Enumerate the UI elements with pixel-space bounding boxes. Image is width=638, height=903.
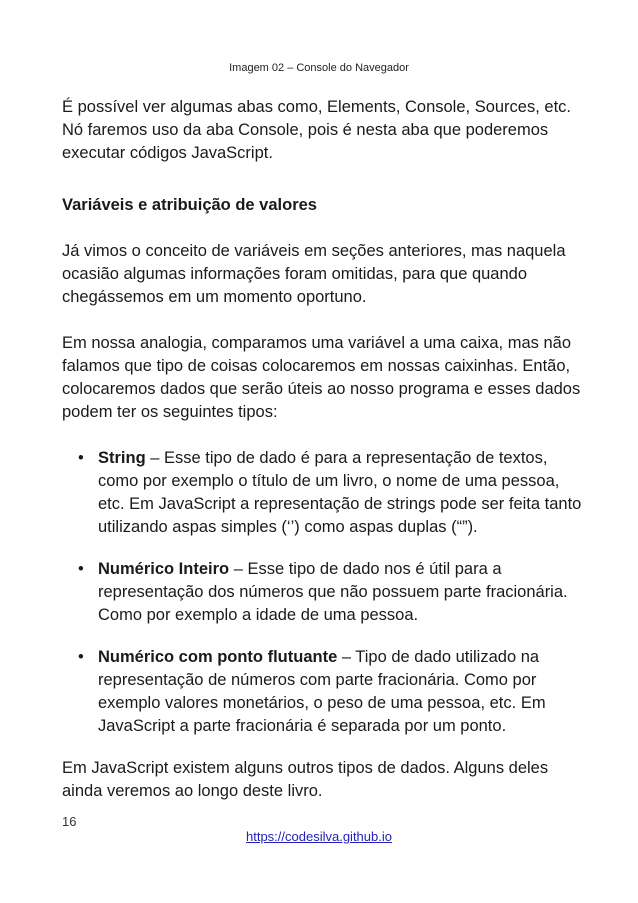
footer: [0, 829, 638, 844]
type-term: String: [98, 449, 146, 467]
image-caption: Imagem 02 – Console do Navegador: [229, 62, 409, 74]
closing-paragraph: Em JavaScript existem alguns outros tipos de dados. Alguns deles ainda veremos ao longo deste livro.: [62, 759, 549, 800]
bullet-icon: •: [78, 648, 84, 666]
bullet-icon: •: [78, 560, 84, 578]
section-heading: Variáveis e atribuição de valores: [62, 196, 317, 214]
page-number: 16: [62, 814, 77, 829]
data-types-list: [62, 447, 582, 738]
intro-paragraph: É possível ver algumas abas como, Elements, Console, Sources, etc. Nó faremos uso da aba Console, pois é nesta aba que poderemos executar códigos JavaScript.: [62, 98, 571, 162]
list-item-float: [62, 646, 582, 738]
list-item-string: [62, 447, 582, 539]
type-description: – Tipo de dado utilizado na representação de números com parte fracionária. Como por exemplo valores monetários, o peso de uma pessoa, etc. Em JavaScript a parte fracionária é separada por um ponto.: [98, 648, 546, 735]
paragraph-box-analogy: Em nossa analogia, comparamos uma variável a uma caixa, mas não falamos que tipo de coisas colocaremos em nossas caixinhas. Então, colocaremos dados que serão úteis ao nosso programa e esses dados podem ter os seguintes tipos:: [62, 334, 581, 421]
type-description: – Esse tipo de dado é para a representação de textos, como por exemplo o título de um livro, o nome de uma pessoa, etc. Em JavaScript a representação de strings pode ser feita tanto utilizando aspas simples (‘’) como aspas duplas (“”).: [98, 449, 582, 536]
footer-link[interactable]: https://codesilva.github.io: [246, 829, 392, 844]
type-term: Numérico com ponto flutuante: [98, 648, 338, 666]
type-term: Numérico Inteiro: [98, 560, 230, 578]
body-content: [62, 96, 582, 803]
paragraph-variables-concept: Já vimos o conceito de variáveis em seções anteriores, mas naquela ocasião algumas informações foram omitidas, para que quando chegássemos em um momento oportuno.: [62, 242, 566, 306]
bullet-icon: •: [78, 449, 84, 467]
list-item-integer: [62, 558, 582, 627]
type-description: – Esse tipo de dado nos é útil para a representação dos números que não possuem parte fracionária. Como por exemplo a idade de uma pessoa.: [98, 560, 568, 624]
